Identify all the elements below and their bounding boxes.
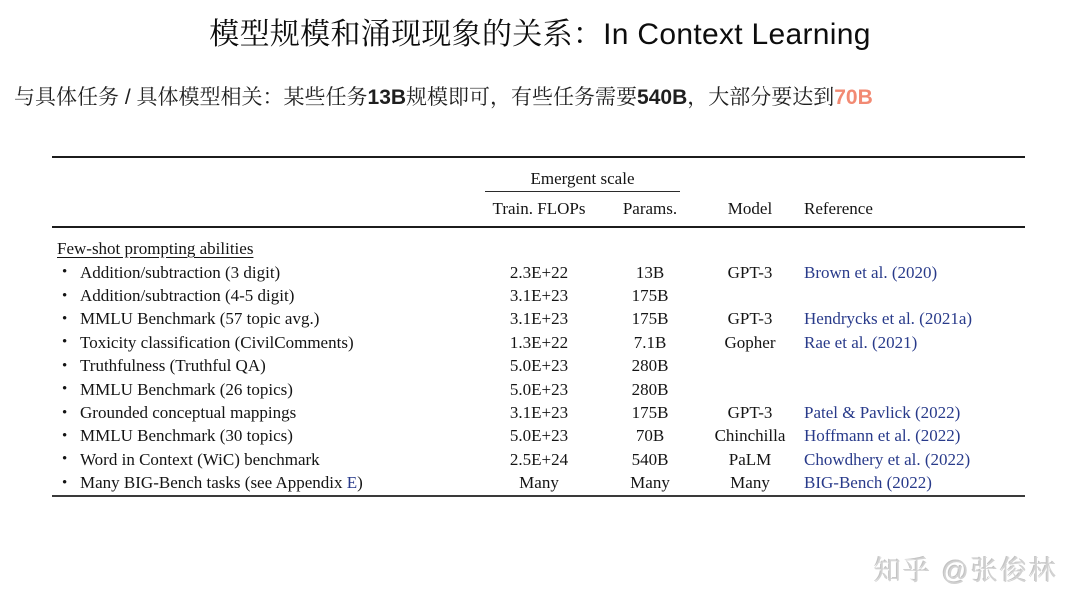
task-text-segment: Grounded conceptual mappings	[80, 403, 297, 423]
flops-cell: 1.3E+22	[509, 332, 569, 352]
table-row	[52, 331, 1025, 354]
reference-link[interactable]: Patel & Pavlick (2022)	[804, 403, 961, 423]
task-text-segment: Addition/subtraction (3 digit)	[80, 262, 281, 282]
task-label	[80, 356, 266, 376]
task-cell	[52, 356, 478, 376]
section-header-label: Few-shot prompting abilities	[57, 239, 254, 258]
task-label	[80, 450, 320, 470]
task-label	[80, 403, 296, 423]
table-row	[52, 448, 1025, 471]
task-label	[80, 309, 319, 329]
task-cell	[52, 263, 478, 283]
bullet-icon: •	[62, 381, 68, 398]
model-cell: GPT-3	[727, 262, 773, 282]
emergence-table	[52, 156, 1025, 497]
reference-link[interactable]: BIG-Bench (2022)	[804, 473, 932, 493]
params-cell: 7.1B	[633, 332, 667, 352]
bullet-icon: •	[62, 310, 68, 327]
subtitle-segment: ，大部分要达到	[687, 86, 835, 109]
task-text-segment: MMLU Benchmark (57 topic avg.)	[80, 309, 320, 329]
params-cell: 175B	[631, 286, 669, 306]
task-label	[80, 286, 294, 306]
table-row	[52, 284, 1025, 307]
table-row	[52, 401, 1025, 424]
group-header-cell	[478, 169, 700, 192]
slide-subtitle	[14, 82, 873, 113]
reference-link[interactable]: Chowdhery et al. (2022)	[804, 449, 971, 469]
bullet-icon: •	[62, 334, 68, 351]
task-cell	[52, 403, 478, 423]
bullet-icon: •	[62, 451, 68, 468]
flops-cell: 2.5E+24	[509, 449, 569, 469]
table-section-row	[52, 228, 1025, 261]
bullet-icon: •	[62, 404, 68, 421]
reference-link[interactable]: Hoffmann et al. (2022)	[804, 426, 961, 446]
watermark: 知乎 @张俊林	[874, 556, 1058, 586]
params-cell: 280B	[631, 379, 669, 399]
params-cell: 540B	[631, 449, 669, 469]
subtitle-segment: 13B	[367, 86, 407, 109]
task-label	[80, 333, 354, 353]
flops-cell: 5.0E+23	[509, 356, 569, 376]
task-cell	[52, 473, 478, 493]
column-header-params: Params.	[622, 199, 678, 218]
model-cell: Gopher	[724, 332, 776, 352]
flops-cell: Many	[519, 473, 559, 493]
flops-cell: 3.1E+23	[509, 403, 569, 423]
table-group-header-row	[52, 158, 1025, 192]
appendix-link[interactable]: E	[346, 473, 358, 493]
subtitle-segment: 与具体任务 / 具体模型相关：某些任务	[14, 86, 368, 109]
page-title: 模型规模和涌现现象的关系：In Context Learning	[209, 18, 871, 51]
flops-cell: 3.1E+23	[509, 309, 569, 329]
table-column-header-row	[52, 192, 1025, 226]
model-cell: Many	[730, 473, 770, 493]
flops-cell: 3.1E+23	[509, 286, 569, 306]
bullet-icon: •	[62, 474, 68, 491]
model-cell: GPT-3	[727, 403, 773, 423]
table-row	[52, 378, 1025, 401]
params-cell: 70B	[635, 426, 665, 446]
task-text-segment: Many BIG-Bench tasks (see Appendix	[80, 473, 347, 493]
task-cell	[52, 450, 478, 470]
subtitle-segment: 70B	[834, 86, 873, 109]
flops-cell: 2.3E+22	[509, 262, 569, 282]
task-text-segment: Toxicity classification (CivilComments)	[80, 332, 354, 352]
task-cell	[52, 286, 478, 306]
subtitle-segment: 540B	[637, 86, 688, 109]
bullet-icon: •	[62, 427, 68, 444]
params-cell: 13B	[635, 262, 665, 282]
column-header-reference: Reference	[804, 199, 873, 218]
table-row	[52, 472, 1025, 495]
task-label	[80, 473, 363, 493]
params-cell: 175B	[631, 309, 669, 329]
reference-link[interactable]: Rae et al. (2021)	[804, 332, 918, 352]
table-body	[52, 261, 1025, 495]
model-cell: Chinchilla	[714, 426, 786, 446]
bullet-icon: •	[62, 264, 68, 281]
task-text-segment: Word in Context (WiC) benchmark	[80, 449, 320, 469]
task-label	[80, 426, 293, 446]
task-label	[80, 380, 293, 400]
column-header-model: Model	[727, 199, 773, 218]
params-cell: 175B	[631, 403, 669, 423]
params-cell: Many	[630, 473, 670, 493]
task-text-segment: MMLU Benchmark (30 topics)	[80, 426, 293, 446]
task-text-segment: MMLU Benchmark (26 topics)	[80, 379, 293, 399]
table-row	[52, 308, 1025, 331]
task-cell	[52, 333, 478, 353]
bullet-icon: •	[62, 357, 68, 374]
table-row	[52, 425, 1025, 448]
flops-cell: 5.0E+23	[509, 426, 569, 446]
task-cell	[52, 309, 478, 329]
params-cell: 280B	[631, 356, 669, 376]
task-text-segment: Truthfulness (Truthful QA)	[80, 356, 266, 376]
task-text-segment: )	[357, 473, 363, 493]
column-header-flops: Train. FLOPs	[492, 199, 586, 218]
task-text-segment: Addition/subtraction (4-5 digit)	[80, 286, 295, 306]
table-row	[52, 261, 1025, 284]
task-cell	[52, 380, 478, 400]
model-cell: GPT-3	[727, 309, 773, 329]
table-row	[52, 355, 1025, 378]
flops-cell: 5.0E+23	[509, 379, 569, 399]
group-header-label: Emergent scale	[485, 169, 680, 192]
reference-link[interactable]: Hendrycks et al. (2021a)	[804, 309, 973, 329]
subtitle-segment: 规模即可，有些任务需要	[406, 86, 638, 109]
model-cell: PaLM	[728, 449, 772, 469]
table-bottom-rule	[52, 495, 1025, 497]
task-label	[80, 263, 280, 283]
task-cell	[52, 426, 478, 446]
bullet-icon: •	[62, 287, 68, 304]
reference-link[interactable]: Brown et al. (2020)	[804, 262, 938, 282]
